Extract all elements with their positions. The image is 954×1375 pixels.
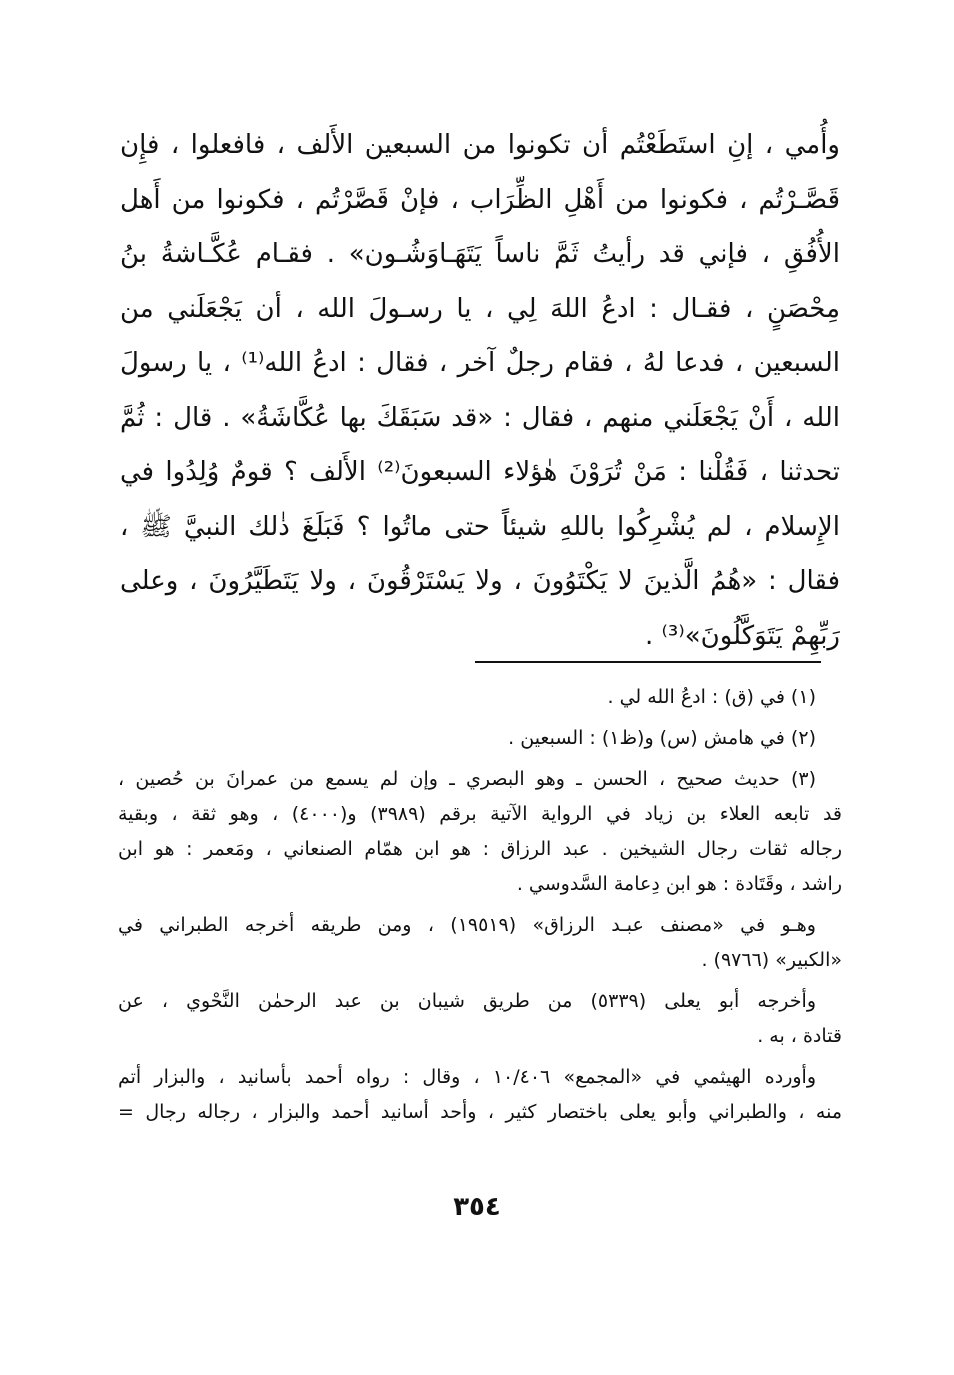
footnote-3-abu-yala (118, 984, 842, 1054)
main-text-line: قَصَّـرْتُم ، فكونوا من أَهْلِ الظِّرَاب ، فإنْ قَصَّرْتُم ، فكونوا من أَهل (120, 184, 840, 215)
footnote-line: منه ، والطبراني وأبو يعلى باختصار كثير ، وأحد أسانيد أحمد والبزار ، رجاله رجال = (118, 1101, 842, 1123)
footnote-line: راشد ، وقَتَادة : هو ابن دِعامة السَّدوسي . (516, 873, 842, 895)
page-number: ٣٥٤ (453, 1192, 501, 1222)
footnote-3-haythami (118, 1060, 842, 1130)
main-text-line: الله ، أَنْ يَجْعَلَني منهم ، فقال : «قد سَبَقَكَ بها عُكَّاشَةُ» . قال : ثُمَّ (120, 402, 840, 433)
footnote-separator (475, 661, 821, 663)
main-text-line: الأُفُقِ ، فإني قد رأيتُ ثَمَّ ناساً يَتَهَـاوَشُـون» . فقـام عُكَّـاشةُ بنُ (120, 239, 840, 269)
main-text-line: وأُمي ، إنِ استَطَعْتُم أن تكونوا من السبعين الأَلف ، فافعلوا ، فإِن (120, 130, 840, 160)
footnote-line: (٢) في هامش (س) و(ظ١) : السبعين . (508, 727, 816, 749)
main-text-line: تحدثنا ، فَقُلْنا : مَنْ تُرَوْنَ هٰؤلاء السبعونَ⁽²⁾ الأَلف ؟ قومٌ وُلِدُوا في (120, 457, 840, 487)
footnote-line: (١) في (ق) : ادعُ الله لي . (607, 686, 816, 708)
main-text-line: الإِسلام ، لم يُشْرِكُوا باللهِ شيئاً حتى ماتُوا ؟ فَبَلَغَ ذٰلك النبيَّ ﷺ ، (120, 511, 840, 542)
main-text-line: فقال : «هُمُ الَّذينَ لا يَكْتَوُونَ ، ولا يَسْتَرْقُونَ ، ولا يَتَطَيَّرُونَ ، وعلى (120, 566, 840, 596)
footnote-line: قتادة ، به . (757, 1025, 842, 1047)
footnote-line: قد تابعه العلاء بن زياد في الرواية الآتية برقم (٣٩٨٩) و(٤٠٠٠) ، وهو ثقة ، وبقية (118, 803, 842, 825)
footnote-line: وأورده الهيثمي في «المجمع» ١٠/٤٠٦ ، وقال : رواه أحمد بأسانيد ، والبزار أتم (118, 1066, 816, 1088)
footnote-2 (118, 721, 842, 756)
main-text-line: مِحْصَنٍ ، فقـال : ادعُ اللهَ لِي ، يا رسـولَ الله ، أن يَجْعَلَني من (120, 293, 840, 324)
footnote-3-source (118, 908, 842, 978)
footnote-line: «الكبير» (٩٧٦٦) . (701, 949, 842, 971)
footnote-3 (118, 762, 842, 902)
main-text (120, 118, 840, 663)
footnote-line: وهـو في «مصنف عبـد الرزاق» (١٩٥١٩) ، ومن طريقه أخرجه الطبراني في (118, 914, 816, 936)
footnote-1 (118, 680, 842, 715)
footnote-line: وأخرجه أبو يعلى (٥٣٣٩) من طريق شيبان بن عبد الرحمٰن النَّحْوي ، عن (118, 990, 816, 1012)
footnote-line: (٣) حديث صحيح ، الحسن ـ وهو البصري ـ وإن لم يسمع من عمرانَ بن حُصين ، (118, 768, 816, 790)
footnote-line: رجاله ثقات رجال الشيخين . عبد الرزاق : هو ابن همّام الصنعاني ، ومَعمر : هو ابن (118, 838, 842, 860)
main-text-line: السبعين ، فدعا لهُ ، فقام رجلٌ آخر ، فقال : ادعُ الله⁽¹⁾ ، يا رسولَ (120, 348, 840, 378)
footnotes (118, 680, 842, 1136)
main-text-line: رَبِّهِمْ يَتَوَكَّلُونَ»⁽³⁾ . (644, 620, 840, 651)
